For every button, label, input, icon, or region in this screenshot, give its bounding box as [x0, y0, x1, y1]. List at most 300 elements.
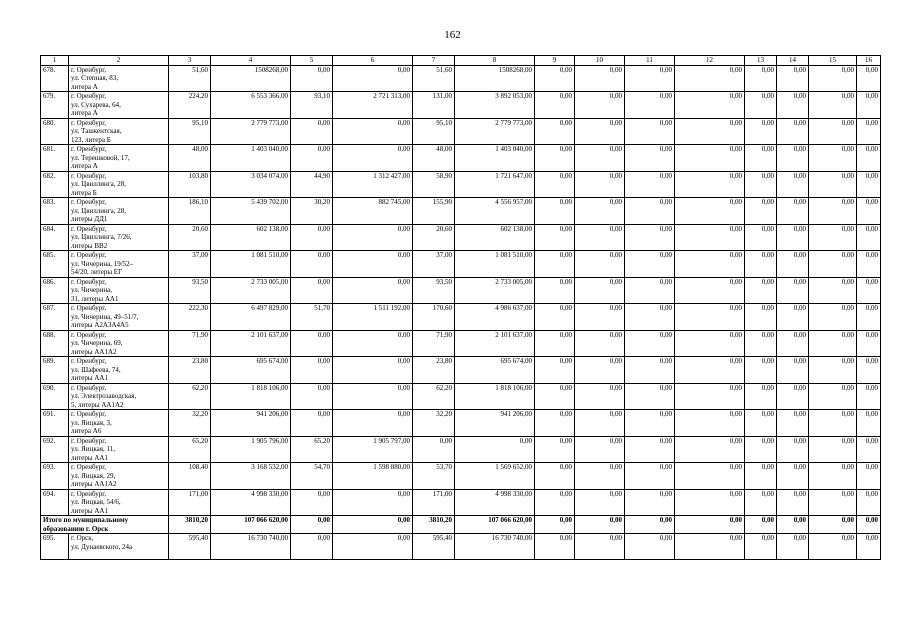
column-number-cell: 12 — [675, 56, 745, 66]
value-cell: 224,20 — [169, 92, 211, 119]
value-cell: 30,20 — [291, 198, 333, 225]
value-cell: 0,00 — [777, 489, 809, 516]
value-cell: 0,00 — [777, 171, 809, 198]
value-cell: 0,00 — [745, 410, 777, 437]
value-cell: 0,00 — [809, 489, 857, 516]
value-cell: 103,80 — [169, 171, 211, 198]
value-cell: 1 905 797,00 — [333, 436, 413, 463]
row-number-cell: 681. — [41, 145, 69, 172]
value-cell: 0,00 — [575, 383, 625, 410]
value-cell: 0,00 — [333, 410, 413, 437]
value-cell: 0,00 — [809, 534, 857, 560]
value-cell: 0,00 — [857, 304, 881, 331]
column-number-cell: 15 — [809, 56, 857, 66]
value-cell: 0,00 — [777, 224, 809, 251]
value-cell: 941 206,00 — [455, 410, 535, 437]
value-cell: 51,70 — [291, 304, 333, 331]
column-number-cell: 16 — [857, 56, 881, 66]
value-cell: 0,00 — [675, 65, 745, 92]
value-cell: 0,00 — [675, 304, 745, 331]
value-cell: 0,00 — [625, 410, 675, 437]
value-cell: 0,00 — [857, 118, 881, 145]
row-number-cell: 692. — [41, 436, 69, 463]
value-cell: 108,40 — [169, 463, 211, 490]
value-cell: 0,00 — [745, 277, 777, 304]
row-number-cell: 684. — [41, 224, 69, 251]
value-cell: 0,00 — [625, 118, 675, 145]
value-cell: 0,00 — [745, 145, 777, 172]
table-row — [41, 436, 881, 463]
value-cell: 0,00 — [291, 357, 333, 384]
value-cell: 0,00 — [625, 330, 675, 357]
value-cell: 0,00 — [777, 145, 809, 172]
value-cell: 0,00 — [625, 92, 675, 119]
total-value-cell: 0,00 — [291, 516, 333, 534]
value-cell: 131,00 — [413, 92, 455, 119]
table-row — [41, 171, 881, 198]
value-cell: 0,00 — [535, 92, 575, 119]
value-cell: 0,00 — [809, 224, 857, 251]
value-cell: 71,90 — [169, 330, 211, 357]
total-value-cell: 3810,20 — [413, 516, 455, 534]
value-cell: 0,00 — [535, 224, 575, 251]
value-cell: 0,00 — [777, 92, 809, 119]
value-cell: 222,30 — [169, 304, 211, 331]
value-cell: 0,00 — [777, 198, 809, 225]
value-cell: 0,00 — [809, 198, 857, 225]
value-cell: 4 986 637,00 — [455, 304, 535, 331]
address-cell: г. Оренбург, ул. Чичерина, 19/52– 54/20, литеры ЕГ — [69, 251, 169, 278]
table-row — [41, 118, 881, 145]
value-cell: 0,00 — [675, 436, 745, 463]
value-cell: 0,00 — [575, 463, 625, 490]
value-cell: 93,50 — [169, 277, 211, 304]
address-cell: г. Оренбург, ул. Цвиллинга, 7/26, литеры ВВ2 — [69, 224, 169, 251]
page-number: 162 — [444, 29, 461, 41]
value-cell: 0,00 — [857, 383, 881, 410]
value-cell: 0,00 — [675, 92, 745, 119]
value-cell: 0,00 — [745, 171, 777, 198]
value-cell: 0,00 — [777, 277, 809, 304]
value-cell: 1 081 510,00 — [455, 251, 535, 278]
value-cell: 0,00 — [455, 436, 535, 463]
value-cell: 0,00 — [809, 92, 857, 119]
value-cell: 1 818 106,00 — [455, 383, 535, 410]
column-number-cell: 6 — [333, 56, 413, 66]
value-cell: 65,20 — [169, 436, 211, 463]
value-cell: 0,00 — [745, 357, 777, 384]
value-cell: 0,00 — [333, 357, 413, 384]
value-cell: 0,00 — [675, 171, 745, 198]
value-cell: 0,00 — [333, 534, 413, 560]
value-cell: 44,90 — [291, 171, 333, 198]
value-cell: 48,00 — [169, 145, 211, 172]
table-row — [41, 198, 881, 225]
value-cell: 6 553 366,00 — [211, 92, 291, 119]
value-cell: 0,00 — [625, 304, 675, 331]
value-cell: 0,00 — [675, 251, 745, 278]
value-cell: 0,00 — [745, 330, 777, 357]
value-cell: 2 733 005,00 — [455, 277, 535, 304]
value-cell: 0,00 — [535, 304, 575, 331]
value-cell: 51,60 — [413, 65, 455, 92]
value-cell: 595,40 — [413, 534, 455, 560]
table-row — [41, 489, 881, 516]
value-cell: 2 779 773,00 — [455, 118, 535, 145]
address-cell: г. Оренбург, ул. Чичерина, 49–51/7, литеры А2А3А4А5 — [69, 304, 169, 331]
value-cell: 1508268,00 — [455, 65, 535, 92]
value-cell: 0,00 — [575, 357, 625, 384]
value-cell: 0,00 — [575, 436, 625, 463]
value-cell: 1 511 192,00 — [333, 304, 413, 331]
value-cell: 4 998 330,00 — [211, 489, 291, 516]
address-cell: г. Оренбург, ул. Сухарева, 64, литера А — [69, 92, 169, 119]
row-number-cell: 685. — [41, 251, 69, 278]
value-cell: 0,00 — [777, 251, 809, 278]
total-value-cell: 0,00 — [777, 516, 809, 534]
value-cell: 0,00 — [291, 118, 333, 145]
value-cell: 0,00 — [535, 171, 575, 198]
value-cell: 0,00 — [857, 171, 881, 198]
column-number-cell: 7 — [413, 56, 455, 66]
value-cell: 0,00 — [625, 198, 675, 225]
value-cell: 0,00 — [575, 534, 625, 560]
value-cell: 155,90 — [413, 198, 455, 225]
column-number-cell: 8 — [455, 56, 535, 66]
address-cell: г. Оренбург, ул. Яицкая, 3, литера А6 — [69, 410, 169, 437]
row-number-cell: 680. — [41, 118, 69, 145]
value-cell: 0,00 — [675, 463, 745, 490]
column-number-cell: 10 — [575, 56, 625, 66]
value-cell: 0,00 — [745, 436, 777, 463]
row-number-cell: 694. — [41, 489, 69, 516]
value-cell: 0,00 — [777, 534, 809, 560]
value-cell: 0,00 — [625, 383, 675, 410]
value-cell: 0,00 — [625, 224, 675, 251]
value-cell: 0,00 — [777, 118, 809, 145]
row-number-cell: 690. — [41, 383, 69, 410]
value-cell: 0,00 — [809, 251, 857, 278]
value-cell: 65,20 — [291, 436, 333, 463]
value-cell: 0,00 — [857, 463, 881, 490]
value-cell: 0,00 — [809, 436, 857, 463]
table-row — [41, 330, 881, 357]
value-cell: 62,20 — [169, 383, 211, 410]
value-cell: 186,10 — [169, 198, 211, 225]
column-number-cell: 11 — [625, 56, 675, 66]
register-table — [40, 55, 881, 560]
row-number-cell: 682. — [41, 171, 69, 198]
total-value-cell: 107 066 620,00 — [211, 516, 291, 534]
table-row — [41, 304, 881, 331]
value-cell: 1 905 796,00 — [211, 436, 291, 463]
value-cell: 51,60 — [169, 65, 211, 92]
row-number-cell: 693. — [41, 463, 69, 490]
value-cell: 0,00 — [535, 383, 575, 410]
value-cell: 0,00 — [745, 92, 777, 119]
value-cell: 695 674,00 — [455, 357, 535, 384]
value-cell: 0,00 — [625, 65, 675, 92]
value-cell: 0,00 — [291, 410, 333, 437]
value-cell: 1 818 106,00 — [211, 383, 291, 410]
value-cell: 58,90 — [413, 171, 455, 198]
value-cell: 0,00 — [777, 463, 809, 490]
value-cell: 0,00 — [675, 410, 745, 437]
table-row — [41, 357, 881, 384]
total-value-cell: 0,00 — [625, 516, 675, 534]
value-cell: 3 892 053,00 — [455, 92, 535, 119]
column-number-row — [41, 56, 881, 66]
value-cell: 4 556 957,00 — [455, 198, 535, 225]
value-cell: 0,00 — [745, 224, 777, 251]
value-cell: 0,00 — [857, 357, 881, 384]
value-cell: 0,00 — [745, 304, 777, 331]
value-cell: 48,00 — [413, 145, 455, 172]
value-cell: 0,00 — [535, 534, 575, 560]
value-cell: 0,00 — [809, 277, 857, 304]
table-row — [41, 92, 881, 119]
value-cell: 2 101 637,00 — [211, 330, 291, 357]
column-number-cell: 1 — [41, 56, 69, 66]
address-cell: г. Оренбург, ул. Яицкая, 29, литеры АА1А2 — [69, 463, 169, 490]
value-cell: 0,00 — [625, 357, 675, 384]
value-cell: 2 101 637,00 — [455, 330, 535, 357]
value-cell: 23,80 — [169, 357, 211, 384]
column-number-cell: 14 — [777, 56, 809, 66]
value-cell: 595,40 — [169, 534, 211, 560]
row-number-cell: 678. — [41, 65, 69, 92]
table-row — [41, 224, 881, 251]
value-cell: 0,00 — [777, 410, 809, 437]
value-cell: 0,00 — [625, 436, 675, 463]
value-cell: 0,00 — [535, 357, 575, 384]
value-cell: 23,80 — [413, 357, 455, 384]
value-cell: 0,00 — [857, 65, 881, 92]
value-cell: 1 081 510,00 — [211, 251, 291, 278]
column-number-cell: 13 — [745, 56, 777, 66]
value-cell: 0,00 — [575, 198, 625, 225]
row-number-cell: 691. — [41, 410, 69, 437]
address-cell: г. Оренбург, ул. Ташкентская, 123, литера Б — [69, 118, 169, 145]
value-cell: 0,00 — [809, 304, 857, 331]
total-value-cell: 107 066 620,00 — [455, 516, 535, 534]
total-value-cell: 0,00 — [333, 516, 413, 534]
value-cell: 2 779 773,00 — [211, 118, 291, 145]
address-cell: г. Оренбург, ул. Чичерина, 31, литеры АА1 — [69, 277, 169, 304]
value-cell: 0,00 — [291, 251, 333, 278]
value-cell: 0,00 — [857, 436, 881, 463]
value-cell: 0,00 — [777, 304, 809, 331]
value-cell: 2 733 005,00 — [211, 277, 291, 304]
table-row — [41, 277, 881, 304]
value-cell: 171,00 — [413, 489, 455, 516]
value-cell: 0,00 — [333, 145, 413, 172]
total-row — [41, 516, 881, 534]
value-cell: 53,70 — [413, 463, 455, 490]
total-value-cell: 0,00 — [575, 516, 625, 534]
address-cell: г. Оренбург, ул. Терешковой, 17, литера А — [69, 145, 169, 172]
value-cell: 0,00 — [625, 277, 675, 304]
value-cell: 0,00 — [777, 383, 809, 410]
value-cell: 0,00 — [809, 330, 857, 357]
value-cell: 0,00 — [575, 92, 625, 119]
value-cell: 0,00 — [745, 489, 777, 516]
value-cell: 0,00 — [809, 65, 857, 92]
value-cell: 32,20 — [169, 410, 211, 437]
table-row — [41, 463, 881, 490]
value-cell: 37,00 — [169, 251, 211, 278]
value-cell: 0,00 — [333, 383, 413, 410]
value-cell: 16 730 740,00 — [211, 534, 291, 560]
value-cell: 0,00 — [575, 277, 625, 304]
value-cell: 0,00 — [857, 489, 881, 516]
row-number-cell: 686. — [41, 277, 69, 304]
value-cell: 0,00 — [745, 534, 777, 560]
value-cell: 0,00 — [777, 65, 809, 92]
value-cell: 0,00 — [333, 118, 413, 145]
value-cell: 0,00 — [809, 118, 857, 145]
value-cell: 0,00 — [333, 224, 413, 251]
value-cell: 0,00 — [291, 534, 333, 560]
value-cell: 0,00 — [745, 118, 777, 145]
value-cell: 37,00 — [413, 251, 455, 278]
value-cell: 1 403 040,00 — [211, 145, 291, 172]
address-cell: г. Орск, ул. Дунаевского, 24а — [69, 534, 169, 560]
value-cell: 0,00 — [857, 145, 881, 172]
value-cell: 0,00 — [535, 489, 575, 516]
value-cell: 4 998 330,00 — [455, 489, 535, 516]
value-cell: 0,00 — [291, 489, 333, 516]
value-cell: 5 439 702,00 — [211, 198, 291, 225]
total-value-cell: 0,00 — [745, 516, 777, 534]
value-cell: 0,00 — [675, 198, 745, 225]
value-cell: 0,00 — [625, 534, 675, 560]
value-cell: 16 730 740,00 — [455, 534, 535, 560]
row-number-cell: 688. — [41, 330, 69, 357]
address-cell: г. Оренбург, ул. Степная, 83, литера А — [69, 65, 169, 92]
row-number-cell: 687. — [41, 304, 69, 331]
value-cell: 1 403 040,00 — [455, 145, 535, 172]
table-row — [41, 65, 881, 92]
value-cell: 0,00 — [809, 410, 857, 437]
value-cell: 0,00 — [675, 489, 745, 516]
value-cell: 1508268,00 — [211, 65, 291, 92]
value-cell: 0,00 — [333, 330, 413, 357]
value-cell: 882 745,00 — [333, 198, 413, 225]
value-cell: 0,00 — [535, 145, 575, 172]
value-cell: 0,00 — [291, 145, 333, 172]
value-cell: 0,00 — [809, 145, 857, 172]
column-number-cell: 2 — [69, 56, 169, 66]
total-value-cell: 0,00 — [809, 516, 857, 534]
value-cell: 170,60 — [413, 304, 455, 331]
address-cell: г. Оренбург, ул. Шафеева, 74, литеры АА1 — [69, 357, 169, 384]
column-number-cell: 9 — [535, 56, 575, 66]
value-cell: 62,20 — [413, 383, 455, 410]
value-cell: 0,00 — [809, 171, 857, 198]
value-cell: 602 138,00 — [455, 224, 535, 251]
value-cell: 0,00 — [575, 145, 625, 172]
value-cell: 0,00 — [575, 489, 625, 516]
value-cell: 0,00 — [777, 330, 809, 357]
address-cell: г. Оренбург, ул. Яицкая, 11, литеры АА1 — [69, 436, 169, 463]
value-cell: 0,00 — [675, 118, 745, 145]
value-cell: 93,10 — [291, 92, 333, 119]
value-cell: 602 138,00 — [211, 224, 291, 251]
value-cell: 0,00 — [675, 357, 745, 384]
value-cell: 0,00 — [809, 357, 857, 384]
value-cell: 0,00 — [291, 65, 333, 92]
value-cell: 93,50 — [413, 277, 455, 304]
value-cell: 0,00 — [333, 489, 413, 516]
value-cell: 695 674,00 — [211, 357, 291, 384]
value-cell: 0,00 — [745, 198, 777, 225]
value-cell: 0,00 — [777, 357, 809, 384]
address-cell: г. Оренбург, ул. Электрозаводская, 5, литеры АА1А2 — [69, 383, 169, 410]
value-cell: 20,60 — [169, 224, 211, 251]
value-cell: 0,00 — [777, 436, 809, 463]
value-cell: 0,00 — [333, 277, 413, 304]
value-cell: 1 569 652,00 — [455, 463, 535, 490]
value-cell: 0,00 — [857, 534, 881, 560]
table-row — [41, 251, 881, 278]
value-cell: 0,00 — [575, 171, 625, 198]
value-cell: 0,00 — [291, 224, 333, 251]
total-label-cell: Итого по муниципальному образованию г. Орск — [41, 516, 169, 534]
table-row — [41, 145, 881, 172]
value-cell: 3 168 532,00 — [211, 463, 291, 490]
value-cell: 0,00 — [857, 277, 881, 304]
value-cell: 0,00 — [535, 330, 575, 357]
value-cell: 95,10 — [413, 118, 455, 145]
value-cell: 32,20 — [413, 410, 455, 437]
column-number-cell: 5 — [291, 56, 333, 66]
value-cell: 0,00 — [535, 436, 575, 463]
address-cell: г. Оренбург, ул. Цвиллинга, 28, литеры ДД1 — [69, 198, 169, 225]
value-cell: 0,00 — [535, 118, 575, 145]
total-value-cell: 0,00 — [535, 516, 575, 534]
row-number-cell: 683. — [41, 198, 69, 225]
value-cell: 0,00 — [675, 534, 745, 560]
value-cell: 0,00 — [413, 436, 455, 463]
value-cell: 0,00 — [575, 330, 625, 357]
address-cell: г. Оренбург, ул. Цвиллинга, 28, литера Б — [69, 171, 169, 198]
value-cell: 0,00 — [535, 277, 575, 304]
table-row — [41, 383, 881, 410]
value-cell: 0,00 — [575, 65, 625, 92]
table-row — [41, 534, 881, 560]
address-cell: г. Оренбург, ул. Яицкая, 54/6, литеры АА1 — [69, 489, 169, 516]
value-cell: 0,00 — [625, 463, 675, 490]
value-cell: 0,00 — [675, 330, 745, 357]
row-number-cell: 679. — [41, 92, 69, 119]
value-cell: 0,00 — [291, 330, 333, 357]
value-cell: 0,00 — [857, 224, 881, 251]
value-cell: 0,00 — [857, 330, 881, 357]
value-cell: 20,60 — [413, 224, 455, 251]
value-cell: 0,00 — [535, 463, 575, 490]
value-cell: 0,00 — [745, 463, 777, 490]
value-cell: 171,00 — [169, 489, 211, 516]
value-cell: 1 598 880,00 — [333, 463, 413, 490]
column-number-cell: 4 — [211, 56, 291, 66]
value-cell: 0,00 — [675, 277, 745, 304]
total-value-cell: 3810,20 — [169, 516, 211, 534]
value-cell: 0,00 — [291, 277, 333, 304]
value-cell: 0,00 — [857, 92, 881, 119]
value-cell: 0,00 — [575, 410, 625, 437]
value-cell: 0,00 — [535, 251, 575, 278]
